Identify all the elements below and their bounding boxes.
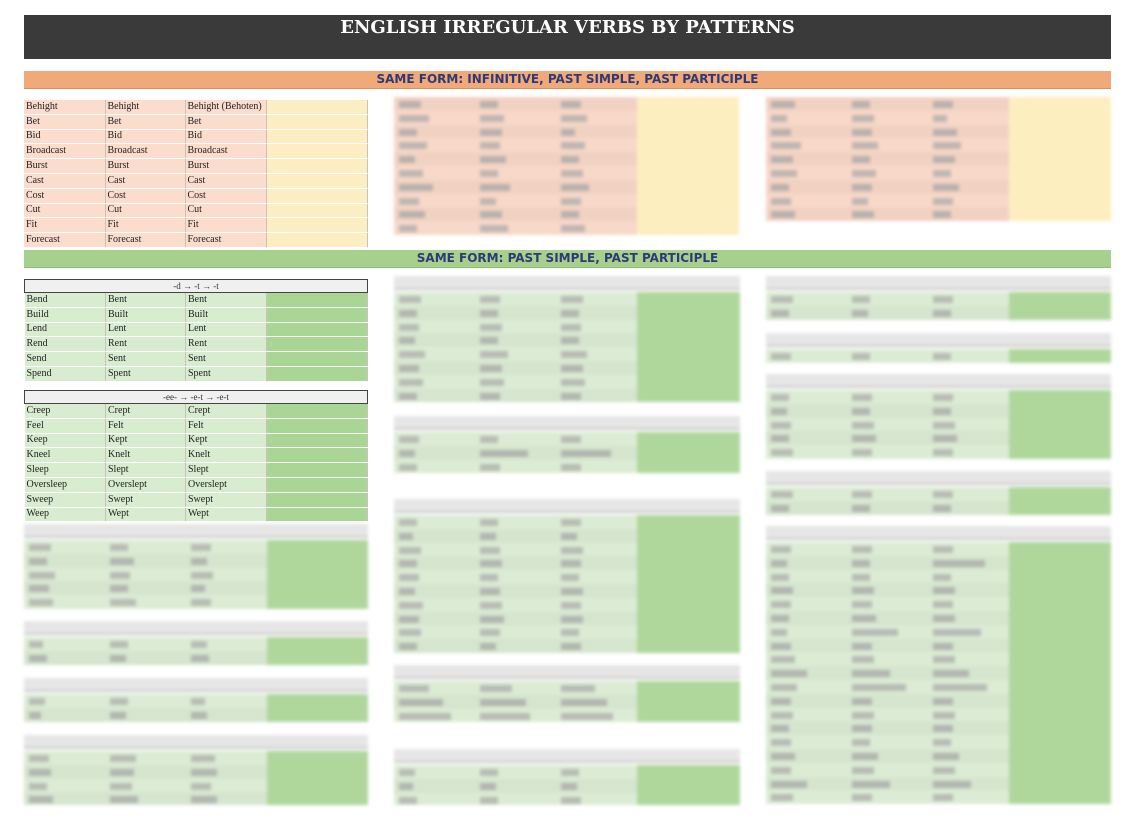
infinitive-cell: Weep <box>25 507 106 522</box>
notes-cell <box>266 129 367 144</box>
past-simple-cell: Swept <box>106 492 186 507</box>
table-row <box>24 233 367 248</box>
infinitive-cell: Burst <box>24 159 105 174</box>
notes-cell <box>267 337 368 352</box>
past-simple-cell: Crept <box>106 404 186 419</box>
past-participle-cell: Slept <box>186 463 267 478</box>
pattern-header: -ee- → -e-t → -e-t <box>25 391 368 404</box>
past-participle-cell: Fit <box>185 218 266 233</box>
blurred-verb-panel <box>394 416 740 488</box>
infinitive-cell: Keep <box>25 433 106 448</box>
infinitive-cell: Feel <box>25 418 106 433</box>
past-participle-cell: Behight (Behoten) <box>185 100 266 114</box>
notes-cell <box>267 507 368 522</box>
table-row <box>25 322 368 337</box>
table-row <box>25 404 368 419</box>
past-simple-cell: Behight <box>105 100 185 114</box>
past-simple-cell: Built <box>106 307 186 322</box>
table-row <box>25 293 368 308</box>
notes-cell <box>267 352 368 367</box>
infinitive-cell: Oversleep <box>25 477 106 492</box>
notes-cell <box>266 173 367 188</box>
infinitive-cell: Send <box>25 352 106 367</box>
past-simple-cell: Spent <box>106 366 186 381</box>
past-simple-cell: Cost <box>105 188 185 203</box>
table-row <box>25 448 368 463</box>
table-row <box>25 433 368 448</box>
past-participle-cell: Swept <box>186 492 267 507</box>
blurred-verb-panel <box>24 621 368 666</box>
past-participle-cell: Cut <box>185 203 266 218</box>
blurred-verb-panel <box>766 471 1111 516</box>
table-row <box>25 366 368 381</box>
infinitive-cell: Sleep <box>25 463 106 478</box>
notes-cell <box>267 463 368 478</box>
past-participle-cell: Overslept <box>186 477 267 492</box>
notes-cell <box>267 433 368 448</box>
past-simple-cell: Fit <box>105 218 185 233</box>
past-simple-cell: Rent <box>106 337 186 352</box>
verb-table-d-to-t <box>24 279 368 382</box>
past-simple-cell: Bent <box>106 293 186 308</box>
infinitive-cell: Cost <box>24 188 105 203</box>
past-participle-cell: Kept <box>186 433 267 448</box>
table-row <box>24 114 367 129</box>
section-heading-same-past: SAME FORM: PAST SIMPLE, PAST PARTICIPLE <box>24 250 1111 268</box>
infinitive-cell: Bid <box>24 129 105 144</box>
past-participle-cell: Bet <box>185 114 266 129</box>
infinitive-cell: Cast <box>24 173 105 188</box>
past-participle-cell: Bent <box>186 293 267 308</box>
notes-cell <box>267 366 368 381</box>
past-participle-cell: Knelt <box>186 448 267 463</box>
table-row <box>25 477 368 492</box>
notes-cell <box>267 418 368 433</box>
infinitive-cell: Behight <box>24 100 105 114</box>
infinitive-cell: Kneel <box>25 448 106 463</box>
notes-cell <box>267 404 368 419</box>
past-participle-cell: Rent <box>186 337 267 352</box>
table-row <box>25 463 368 478</box>
infinitive-cell: Bend <box>25 293 106 308</box>
blurred-verb-panel <box>394 749 740 805</box>
notes-cell <box>266 144 367 159</box>
blurred-verb-panel <box>766 526 1111 806</box>
past-participle-cell: Cast <box>185 173 266 188</box>
past-participle-cell: Built <box>186 307 267 322</box>
past-simple-cell: Overslept <box>106 477 186 492</box>
past-participle-cell: Wept <box>186 507 267 522</box>
past-simple-cell: Bid <box>105 129 185 144</box>
notes-cell <box>266 159 367 174</box>
infinitive-cell: Bet <box>24 114 105 129</box>
table-row <box>24 144 367 159</box>
past-simple-cell: Forecast <box>105 233 185 248</box>
infinitive-cell: Creep <box>25 404 106 419</box>
past-participle-cell: Crept <box>186 404 267 419</box>
infinitive-cell: Cut <box>24 203 105 218</box>
section-heading-same-all: SAME FORM: INFINITIVE, PAST SIMPLE, PAST PARTICIPLE <box>24 71 1111 89</box>
past-simple-cell: Knelt <box>106 448 186 463</box>
past-participle-cell: Forecast <box>185 233 266 248</box>
past-simple-cell: Broadcast <box>105 144 185 159</box>
table-row <box>25 307 368 322</box>
notes-cell <box>267 322 368 337</box>
infinitive-cell: Fit <box>24 218 105 233</box>
past-simple-cell: Cut <box>105 203 185 218</box>
verb-table-ee-to-et <box>24 390 368 522</box>
blurred-verb-panel <box>394 97 739 239</box>
table-row <box>24 100 367 114</box>
blurred-verb-panel <box>766 333 1111 364</box>
table-row <box>24 203 367 218</box>
pattern-header: -d → -t → -t <box>25 280 368 293</box>
page-title: ENGLISH IRREGULAR VERBS BY PATTERNS <box>24 15 1111 59</box>
infinitive-cell: Forecast <box>24 233 105 248</box>
past-simple-cell: Lent <box>106 322 186 337</box>
verb-table-same-all <box>24 100 368 248</box>
table-row <box>24 218 367 233</box>
infinitive-cell: Build <box>25 307 106 322</box>
notes-cell <box>266 233 367 248</box>
notes-cell <box>266 188 367 203</box>
table-row <box>25 492 368 507</box>
past-participle-cell: Broadcast <box>185 144 266 159</box>
notes-cell <box>266 100 367 114</box>
past-simple-cell: Slept <box>106 463 186 478</box>
past-participle-cell: Sent <box>186 352 267 367</box>
infinitive-cell: Spend <box>25 366 106 381</box>
blurred-verb-panel <box>24 735 368 805</box>
notes-cell <box>266 203 367 218</box>
table-row <box>24 173 367 188</box>
infinitive-cell: Broadcast <box>24 144 105 159</box>
past-simple-cell: Wept <box>106 507 186 522</box>
blurred-verb-panel <box>394 499 740 654</box>
blurred-verb-panel <box>24 524 368 612</box>
table-row <box>24 188 367 203</box>
table-row <box>25 352 368 367</box>
past-participle-cell: Bid <box>185 129 266 144</box>
table-row <box>25 337 368 352</box>
infinitive-cell: Rend <box>25 337 106 352</box>
notes-cell <box>267 492 368 507</box>
table-row <box>24 159 367 174</box>
past-participle-cell: Lent <box>186 322 267 337</box>
infinitive-cell: Sweep <box>25 492 106 507</box>
past-participle-cell: Burst <box>185 159 266 174</box>
past-simple-cell: Sent <box>106 352 186 367</box>
blurred-verb-panel <box>24 678 368 722</box>
notes-cell <box>267 477 368 492</box>
blurred-verb-panel <box>394 276 740 404</box>
table-row <box>25 418 368 433</box>
blurred-verb-panel <box>766 97 1111 225</box>
table-row <box>25 507 368 522</box>
blurred-verb-panel <box>766 374 1111 460</box>
notes-cell <box>267 293 368 308</box>
infinitive-cell: Lend <box>25 322 106 337</box>
notes-cell <box>267 307 368 322</box>
past-simple-cell: Kept <box>106 433 186 448</box>
blurred-verb-panel <box>766 276 1111 322</box>
past-simple-cell: Bet <box>105 114 185 129</box>
past-simple-cell: Burst <box>105 159 185 174</box>
past-participle-cell: Spent <box>186 366 267 381</box>
notes-cell <box>266 114 367 129</box>
table-row <box>24 129 367 144</box>
notes-cell <box>267 448 368 463</box>
past-participle-cell: Cost <box>185 188 266 203</box>
blurred-verb-panel <box>394 665 740 737</box>
past-simple-cell: Felt <box>106 418 186 433</box>
past-simple-cell: Cast <box>105 173 185 188</box>
past-participle-cell: Felt <box>186 418 267 433</box>
notes-cell <box>266 218 367 233</box>
